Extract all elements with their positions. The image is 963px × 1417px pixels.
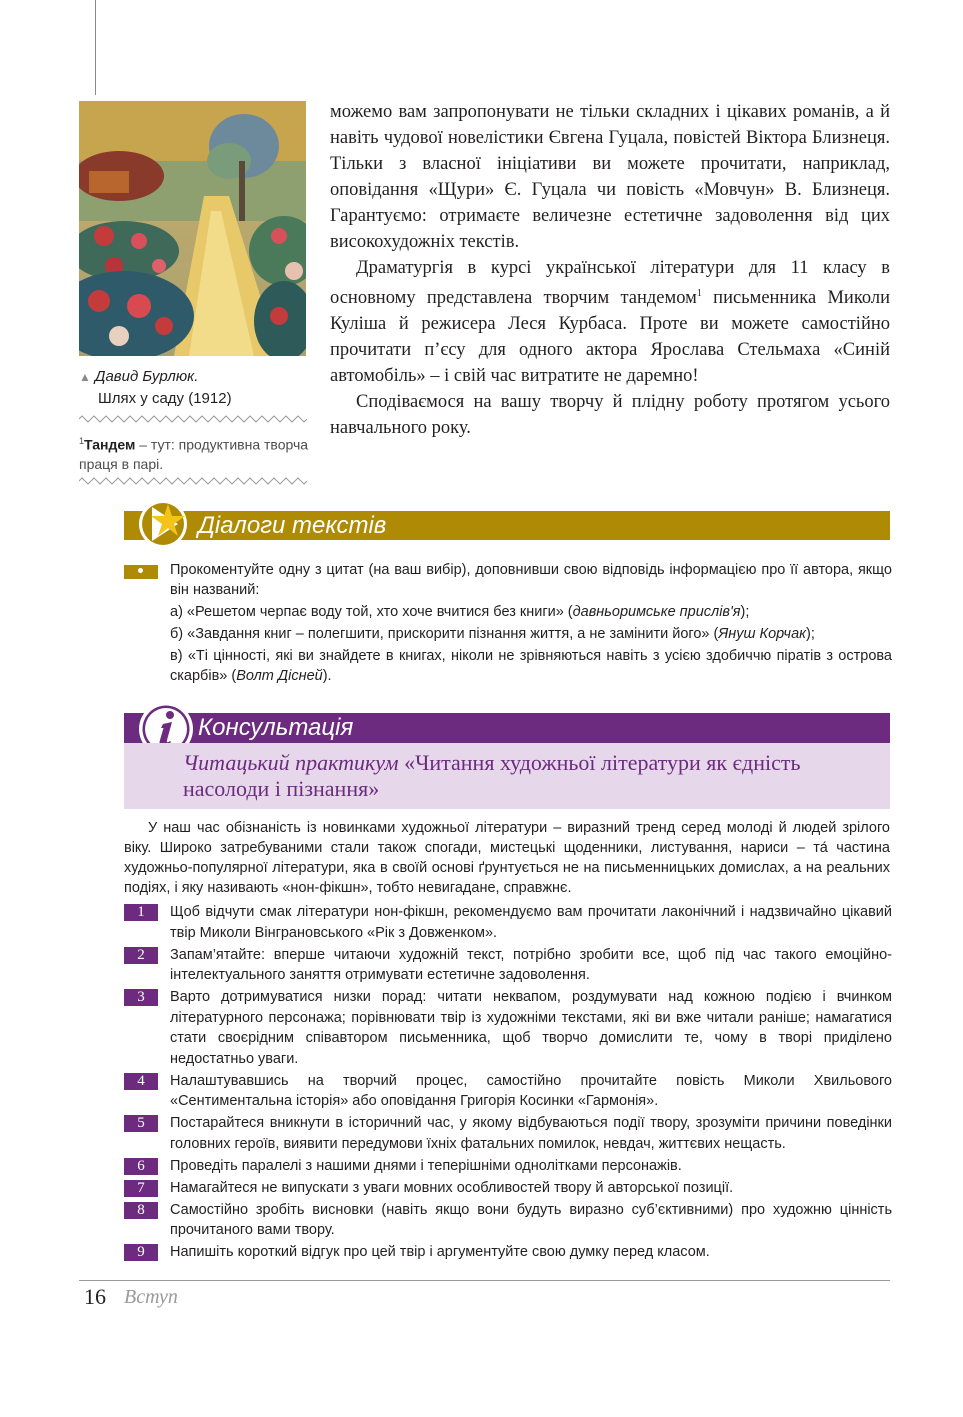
quote-b: б) «Завдання книг – полегшити, прискорити пізнання життя, а не замінити його» (Януш Корчак); bbox=[170, 626, 815, 642]
dialogs-header bbox=[124, 511, 890, 540]
consult-header-title: Консультація bbox=[198, 714, 354, 741]
quote-a: а) «Решетом черпає воду той, хто хоче вчитися без книги» (давньоримське прислів'я); bbox=[170, 604, 750, 620]
star-arrow-icon bbox=[138, 498, 193, 550]
paragraph: Сподіваємося на вашу творчу й плідну роботу протягом усього навчального року. bbox=[330, 392, 890, 439]
item-number: 4 bbox=[124, 1073, 158, 1090]
list-item bbox=[124, 1156, 892, 1177]
section-name: Вступ bbox=[124, 1286, 178, 1308]
footnote-text: – тут: продуктивна творча праця в парі. bbox=[79, 436, 309, 472]
item-text: Налаштувавшись на творчий процес, самостійно прочитайте повість Миколи Хвильового «Сентиментальна історія» або оповідання Григорія Косинки «Гармонія». bbox=[170, 1072, 892, 1109]
list-item bbox=[124, 1113, 892, 1154]
paragraph-part: Драматургія в курсі української літератури для 11 класу в основному представлена творчим тандемом bbox=[330, 258, 890, 309]
list-item bbox=[124, 1071, 892, 1112]
item-number: 5 bbox=[124, 1115, 158, 1132]
caption-title: Шлях у саду (1912) bbox=[98, 390, 232, 407]
task-text: Прокоментуйте одну з цитат (на ваш вибір), доповнивши свою відповідь інформацією про її автора, якщо він названий: bbox=[170, 562, 892, 598]
item-text: Запам’ятайте: вперше читаючи художній текст, потрібно зробити все, щоб під час такого емоційно-інтелектуального заняття отримувати естетичне задоволення. bbox=[170, 946, 892, 983]
item-number: 9 bbox=[124, 1244, 158, 1261]
quote-c: в) «Ті цінності, які ви знайдете в книгах, ніколи не зрівняються навіть з усією здобиччю піратів з острова скарбів» (Волт Дісней). bbox=[170, 648, 892, 684]
paragraph: можемо вам запропонувати не тільки складних і цікавих романів, а й навіть чудової новелістики Євгена Гуцала, повістей Віктора Близнеця. Тільки з власної ініціативи ви можете прочитати, наприклад, оповідання «Щури» Є. Гуцала чи повість «Мовчун» В. Близнеця. Гарантуємо: отримаєте величезне естетичне задоволення від цих високохудожніх текстів. bbox=[330, 102, 890, 252]
item-text: Варто дотримуватися низки порад: читати неквапом, роздумувати над кожною подією і вчинком літературного персонажа; порівнювати твір із художніми текстами, які ви вже читали раніше; намагатися стати своєрідним співавтором письменника, щоб творчо домислити те, чому в творі приділено недостатньо уваги. bbox=[170, 989, 892, 1067]
item-text: Щоб відчути смак літератури нон-фікшн, рекомендуємо вам прочитати лаконічний і надзвичайно цікавий твір Миколи Вінграновського «Рік з Довженком». bbox=[170, 904, 892, 941]
item-number: 1 bbox=[124, 904, 158, 921]
footer-rule bbox=[79, 1280, 890, 1281]
item-text: Самостійно зробіть висновки (навіть якщо вони будуть виразно суб’єктивними) про художню цінність прочитаного вами твору. bbox=[170, 1201, 892, 1238]
bullet-marker bbox=[124, 565, 158, 579]
item-number: 7 bbox=[124, 1180, 158, 1197]
list-item bbox=[124, 1200, 892, 1241]
list-item bbox=[124, 1242, 892, 1263]
painting-image bbox=[79, 101, 306, 356]
footnote-term: Тандем bbox=[84, 436, 136, 453]
main-text bbox=[330, 99, 890, 441]
item-text: Намагайтеся не випускати з уваги мовних особливостей твору й авторської позиції. bbox=[170, 1179, 734, 1196]
consult-title: Читацький практикум «Читання художньої літератури як єдність насолоди і пізнання» bbox=[183, 750, 801, 801]
item-number: 8 bbox=[124, 1202, 158, 1219]
list-item bbox=[124, 1178, 892, 1199]
decorative-divider bbox=[79, 414, 307, 424]
list-item bbox=[124, 987, 892, 1069]
decorative-divider bbox=[79, 476, 307, 486]
triangle-icon: ▲ bbox=[79, 370, 91, 384]
consult-intro: У наш час обізнаність із новинками художньої літератури – виразний тренд серед молоді й людей зрілого віку. Широко затребуваними стали також спогади, мистецькі щоденники, листування, нариси – та́ частина художньо-популярної літератури, яка в своїй основі ґрунтується не на письменницьких домислах, а на реальних подіях, і яку називають «нон-фікшн», тобто невигадане, справжнє. bbox=[124, 820, 890, 896]
caption-author: Давид Бурлюк. bbox=[94, 368, 199, 385]
item-number: 6 bbox=[124, 1158, 158, 1175]
footnote bbox=[79, 432, 311, 474]
footnote-mark: 1 bbox=[79, 436, 85, 446]
dialogs-task bbox=[170, 560, 892, 688]
page-number: 16 bbox=[84, 1284, 106, 1309]
paragraph bbox=[330, 255, 890, 389]
item-text: Постарайтеся вникнути в історичний час, у якому відбуваються події твору, зрозуміти причини поведінки головних героїв, виявити передумови їхніх фатальних помилок, невдач, життєвих нещасть. bbox=[170, 1115, 892, 1152]
paragraph-part: письменника Миколи Куліша й режисера Леся Курбаса. Проте ви можете самостійно прочитати п’єсу для одного актора Ярослава Стельмаха «Синій автомобіль» – і свій час витратите не даремно! bbox=[330, 288, 891, 387]
list-item bbox=[124, 902, 892, 943]
numbered-list bbox=[124, 902, 892, 1264]
dialogs-header-title: Діалоги текстів bbox=[198, 512, 387, 539]
consult-header bbox=[124, 713, 890, 743]
list-item bbox=[124, 945, 892, 986]
margin-rule bbox=[95, 0, 96, 95]
item-number: 3 bbox=[124, 989, 158, 1006]
painting-caption bbox=[79, 366, 309, 409]
item-text: Напишіть короткий відгук про цей твір і аргументуйте свою думку перед класом. bbox=[170, 1244, 710, 1260]
item-text: Проведіть паралелі з нашими днями і теперішніми однолітками персонажів. bbox=[170, 1157, 682, 1174]
item-number: 2 bbox=[124, 947, 158, 964]
footnote-ref: 1 bbox=[696, 288, 702, 299]
